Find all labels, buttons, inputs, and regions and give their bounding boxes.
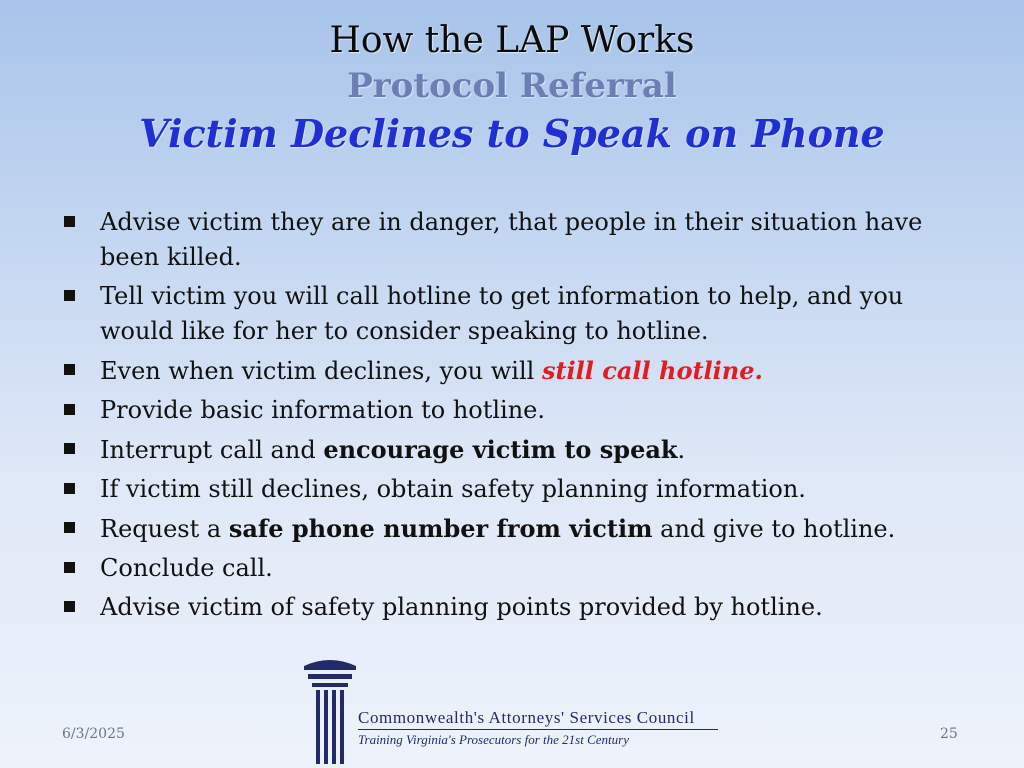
bullet-text: Advise victim of safety planning points provided by hotline. <box>100 593 823 621</box>
bullet-bold-text: safe phone number from victim <box>228 514 653 543</box>
bullet-text-end: and give to hotline. <box>652 515 896 543</box>
square-bullet-icon <box>64 364 75 375</box>
title-main: How the LAP Works <box>329 20 695 61</box>
bullet-item <box>60 551 960 586</box>
capitol-dome-icon <box>298 652 362 764</box>
bullet-bold-text: encourage victim to speak <box>323 435 678 464</box>
bullet-item <box>60 511 960 547</box>
square-bullet-icon <box>64 601 75 612</box>
title-subtitle: Protocol Referral <box>347 66 677 106</box>
bullet-text: Conclude call. <box>100 554 273 582</box>
bullet-text-end: . <box>677 436 686 464</box>
bullet-text: Tell victim you will call hotline to get information to help, and you would like for her to consider speaking to hotline. <box>100 282 904 345</box>
bullet-text: Request a <box>100 515 229 543</box>
logo-divider <box>358 729 718 730</box>
bullet-item <box>60 432 960 468</box>
council-logo <box>298 652 738 764</box>
bullet-item <box>60 279 960 349</box>
bullet-text: Even when victim declines, you will <box>100 357 542 385</box>
bullet-emphasis: still call hotline. <box>541 356 763 385</box>
square-bullet-icon <box>64 483 75 494</box>
bullet-text: Advise victim they are in danger, that people in their situation have been killed. <box>100 208 923 271</box>
square-bullet-icon <box>64 443 75 454</box>
bullet-item <box>60 393 960 428</box>
council-tagline: Training Virginia's Prosecutors for the 21st Century <box>358 732 629 747</box>
page-number: 25 <box>940 726 958 742</box>
bullet-list <box>60 205 960 629</box>
bullet-text: Interrupt call and <box>100 436 324 464</box>
bullet-item <box>60 590 960 625</box>
bullet-item <box>60 472 960 507</box>
slide-title <box>0 18 1024 160</box>
square-bullet-icon <box>64 522 75 533</box>
bullet-item <box>60 205 960 275</box>
square-bullet-icon <box>64 216 75 227</box>
footer-date: 6/3/2025 <box>62 726 125 742</box>
square-bullet-icon <box>64 404 75 415</box>
council-name: Commonwealth's Attorneys' Services Council <box>358 708 695 727</box>
bullet-item <box>60 353 960 389</box>
bullet-text: Provide basic information to hotline. <box>100 396 546 424</box>
bullet-text: If victim still declines, obtain safety planning information. <box>100 475 806 503</box>
square-bullet-icon <box>64 290 75 301</box>
square-bullet-icon <box>64 562 75 573</box>
title-scenario: Victim Declines to Speak on Phone <box>139 111 885 156</box>
